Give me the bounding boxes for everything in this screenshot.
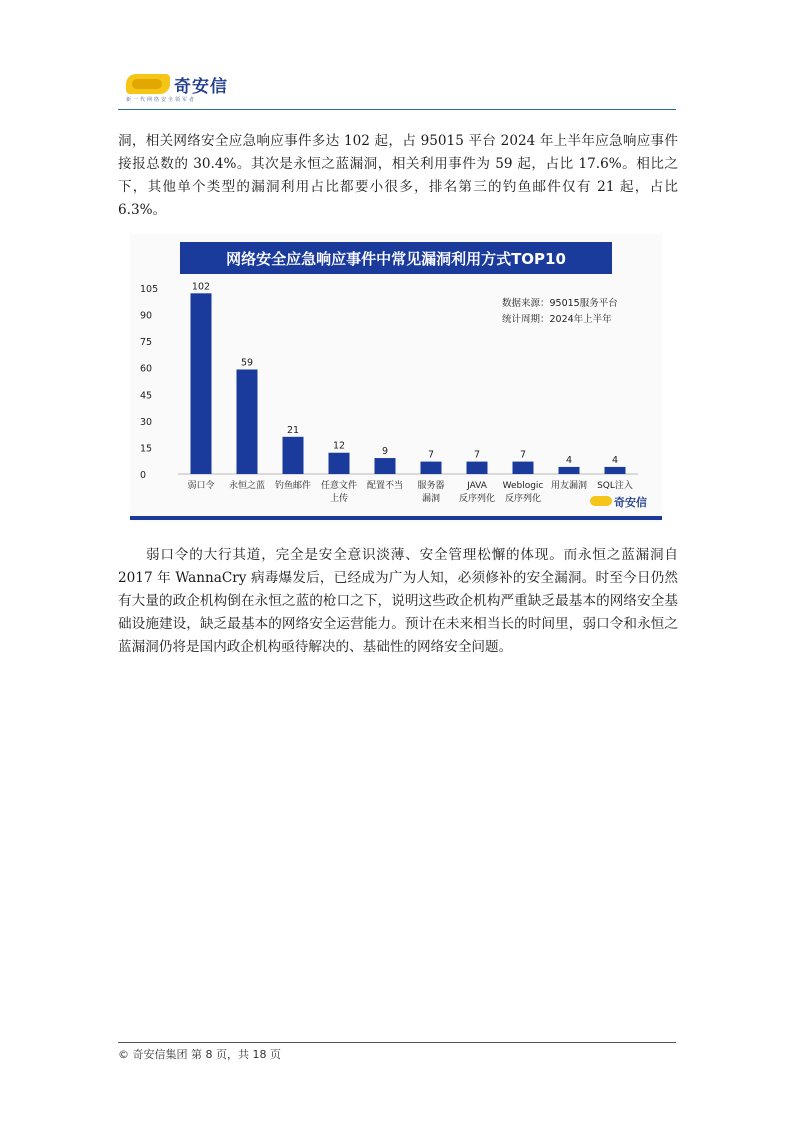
chart-bar [191,293,212,474]
chart-bar [329,453,350,474]
x-tick-label: SQL注入 [597,481,633,491]
body-paragraph-2: 弱口令的大行其道，完全是安全意识淡薄、安全管理松懈的体现。而永恒之蓝漏洞自 2017 年 WannaCry 病毒爆发后，已经成为广为人知，必须修补的安全漏洞。时至今日仍然有大量的政企机构倒在永恒之蓝的枪口之下，说明这些政企机构严重缺乏最基本的网络安全基础设施建设，缺乏最基本的网络安全运营能力。预计在未来相当长的时间里，弱口令和永恒之蓝漏洞仍将是国内政企机构亟待解决的、基础性的网络安全问题。 [118,547,678,655]
x-tick-label: 服务器 [417,481,445,491]
chart-bar [375,458,396,474]
data-label: 12 [332,440,346,452]
chart-bar [283,437,304,474]
chart-bar [559,467,580,474]
chart-annotation: 数据来源：95015服务平台 [502,298,618,309]
data-label: 59 [240,357,254,369]
x-tick-label: 任意文件 [320,481,358,491]
y-tick-label: 30 [140,416,153,428]
x-tick-label: Weblogic [502,481,544,491]
footer-divider [118,1042,676,1043]
chart-bar [605,467,626,474]
x-tick-label: JAVA [467,481,487,491]
watermark-logo-icon [590,496,612,506]
data-label: 102 [191,281,211,293]
chart-title: 网络安全应急响应事件中常见漏洞利用方式TOP10 [226,250,566,268]
x-tick-label: 钓鱼邮件 [274,481,312,491]
chart-bar [421,462,442,474]
x-tick-label: 弱口令 [187,481,215,491]
y-tick-label: 105 [140,284,159,295]
data-label: 7 [473,449,481,461]
chart-bar [467,462,488,474]
y-tick-label: 45 [140,390,153,402]
chart-watermark: 奇安信 [614,496,647,509]
logo-text: 奇安信 [174,77,228,97]
data-label: 7 [427,449,435,461]
x-tick-label: 配置不当 [366,481,404,491]
page-header [118,66,676,110]
chart-svg [130,234,662,522]
data-label: 7 [519,449,527,461]
chart-annotation: 统计周期：2024年上半年 [502,314,612,325]
x-tick-label: 漏洞 [421,494,441,504]
x-tick-label: 永恒之蓝 [228,481,266,491]
chart-bar [237,369,258,474]
chart-bar [513,462,534,474]
x-tick-label: 反序列化 [504,494,542,504]
header-divider [118,109,676,110]
logo-tagline: 新一代网络安全领军者 [126,97,197,103]
data-label: 9 [381,446,389,458]
page-footer: © 奇安信集团 第 8 页，共 18 页 [118,1048,281,1061]
logo-icon [126,74,170,94]
y-tick-label: 60 [140,363,153,375]
data-label: 4 [611,454,619,466]
y-tick-label: 15 [140,443,153,455]
x-tick-label: 反序列化 [458,494,496,504]
y-tick-label: 90 [140,310,153,322]
x-tick-label: 用友漏洞 [550,481,588,491]
data-label: 21 [286,424,300,436]
y-tick-label: 0 [140,470,147,481]
bar-chart [130,234,662,522]
chart-bottom-rule [130,516,662,520]
body-paragraph-1: 洞，相关网络安全应急响应事件多达 102 起，占 95015 平台 2024 年上半年应急响应事件接报总数的 30.4%。其次是永恒之蓝漏洞，相关利用事件为 59 起，占比 17.6%。相比之下，其他单个类型的漏洞利用占比都要小很多，排名第三的钓鱼邮件仅有 21 起，占比 6.3%。 [118,133,678,218]
data-label: 4 [565,454,573,466]
y-tick-label: 75 [140,337,153,349]
x-tick-label: 上传 [329,494,349,504]
